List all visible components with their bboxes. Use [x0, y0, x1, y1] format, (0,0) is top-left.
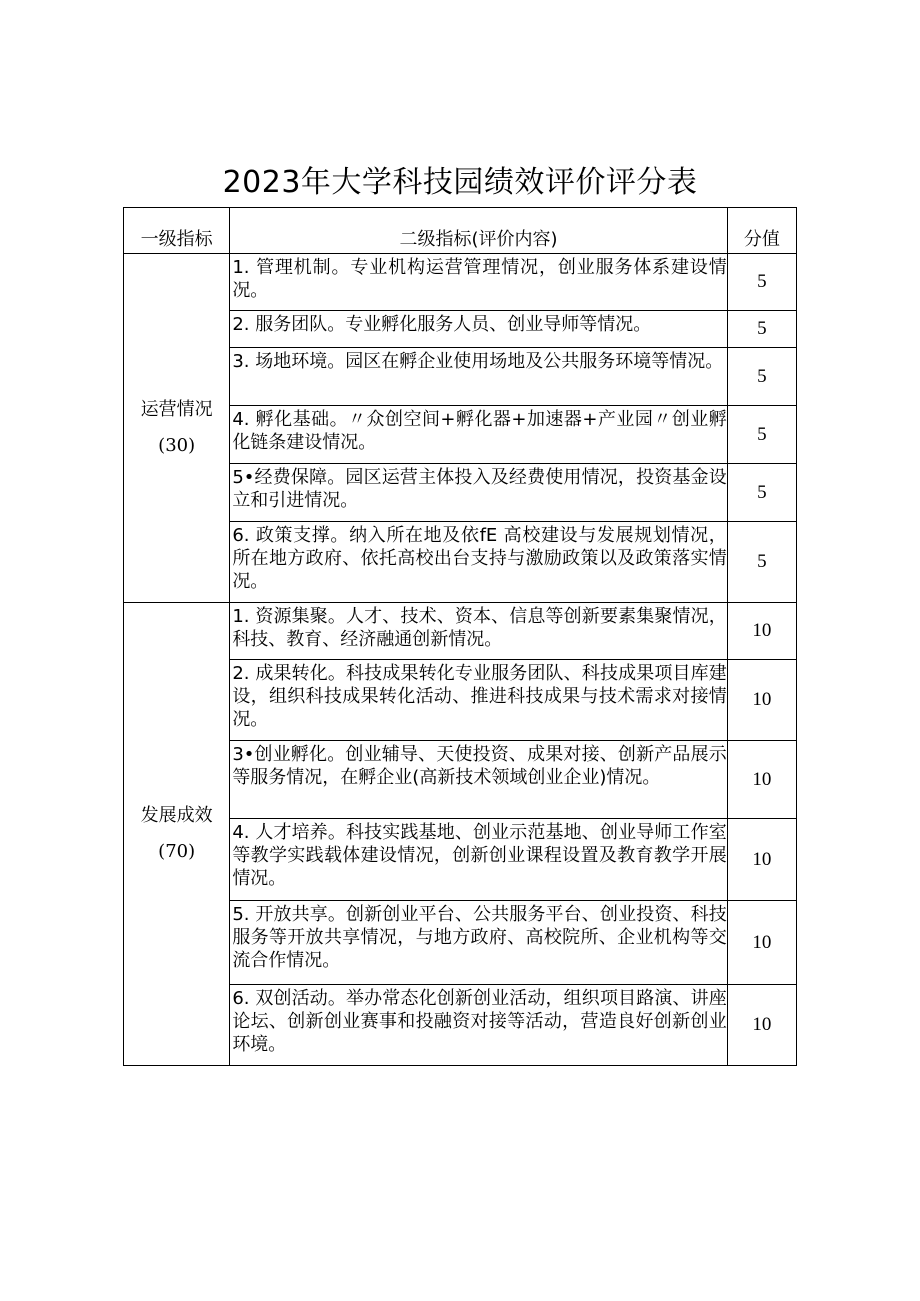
- indicator-text: 6. 双创活动。举办常态化创新创业活动，组织项目路演、讲座论坛、创新创业赛事和投融资对接等活动，营造良好创新创业环境。: [230, 985, 727, 1066]
- indicator-score: 10: [727, 660, 796, 741]
- indicator-score: 5: [727, 311, 796, 348]
- indicator-score: 10: [727, 985, 796, 1066]
- indicator-text: 4. 孵化基础。〃众创空间+孵化器+加速器+产业园〃创业孵化链条建设情况。: [230, 406, 727, 464]
- indicator-score: 10: [727, 819, 796, 901]
- table-row: [124, 254, 797, 311]
- header-score: 分值: [727, 208, 796, 254]
- indicator-text: 4. 人才培养。科技实践基地、创业示范基地、创业导师工作室等教学实践载体建设情况，创新创业课程设置及教育教学开展情况。: [230, 819, 727, 901]
- indicator-score: 5: [727, 464, 796, 522]
- header-level1: 一级指标: [124, 208, 230, 254]
- indicator-score: 5: [727, 406, 796, 464]
- indicator-text: 3•创业孵化。创业辅导、天使投资、成果对接、创新产品展示等服务情况，在孵企业(高新技术领域创业企业)情况。: [230, 741, 727, 819]
- header-level2: 二级指标(评价内容): [230, 208, 727, 254]
- indicator-score: 5: [727, 348, 796, 406]
- indicator-text: 3. 场地环境。园区在孵企业使用场地及公共服务环境等情况。: [230, 348, 727, 406]
- category-points: (30): [158, 435, 196, 456]
- category-name: 发展成效: [140, 805, 213, 826]
- indicator-score: 5: [727, 522, 796, 603]
- indicator-text: 1. 资源集聚。人才、技术、资本、信息等创新要素集聚情况，科技、教育、经济融通创新情况。: [230, 603, 727, 660]
- evaluation-table: [123, 207, 797, 1066]
- indicator-text: 5•经费保障。园区运营主体投入及经费使用情况，投资基金设立和引进情况。: [230, 464, 727, 522]
- table-header-row: [124, 208, 797, 254]
- indicator-score: 5: [727, 254, 796, 311]
- category-name: 运营情况: [140, 399, 213, 420]
- table-row: [124, 603, 797, 660]
- indicator-text: 1. 管理机制。专业机构运营管理情况，创业服务体系建设情况。: [230, 254, 727, 311]
- indicator-score: 10: [727, 741, 796, 819]
- indicator-text: 6. 政策支撑。纳入所在地及依fE 高校建设与发展规划情况，所在地方政府、依托高校出台支持与激励政策以及政策落实情况。: [230, 522, 727, 603]
- category-development: [124, 603, 230, 1066]
- category-points: (70): [158, 841, 196, 862]
- indicator-score: 10: [727, 901, 796, 985]
- indicator-score: 10: [727, 603, 796, 660]
- document-title: 2023年大学科技园绩效评价评分表: [222, 165, 698, 200]
- indicator-text: 5. 开放共享。创新创业平台、公共服务平台、创业投资、科技服务等开放共享情况，与地方政府、高校院所、企业机构等交流合作情况。: [230, 901, 727, 985]
- indicator-text: 2. 服务团队。专业孵化服务人员、创业导师等情况。: [230, 311, 727, 348]
- indicator-text: 2. 成果转化。科技成果转化专业服务团队、科技成果项目库建设，组织科技成果转化活动、推进科技成果与技术需求对接情况。: [230, 660, 727, 741]
- category-operations: [124, 254, 230, 603]
